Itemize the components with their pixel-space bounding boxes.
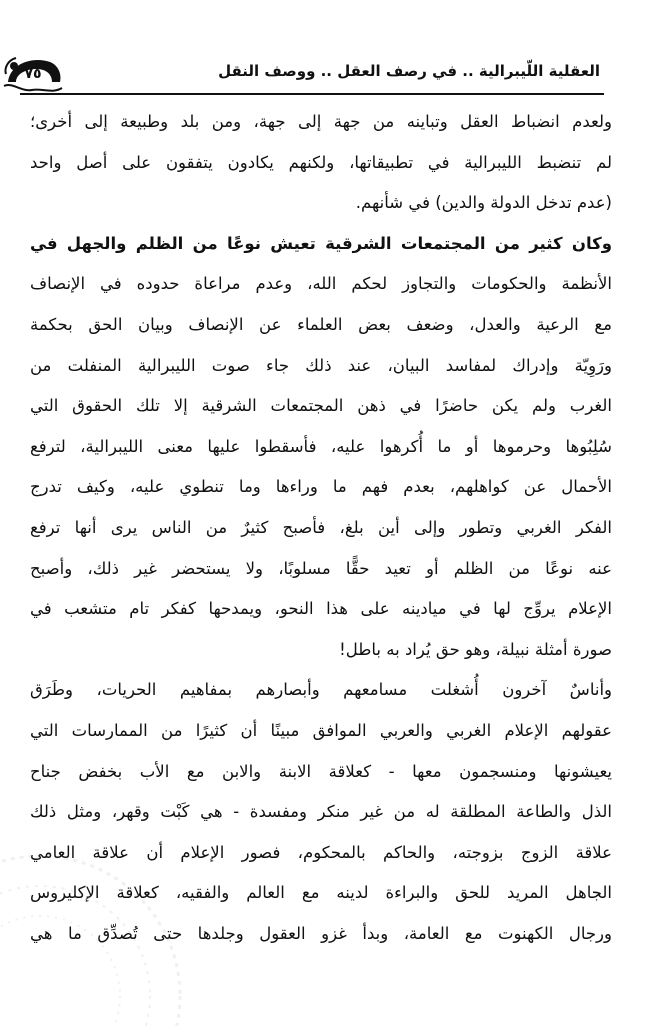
running-header: [0, 52, 660, 98]
text-line: عنه نوعًا من الظلم أو تعيد حقًّا مسلوبًا، ولا يستحضر غير ذلك، وأصبح: [30, 558, 612, 578]
text-line: الإعلام يروِّج لها في ميادينه على هذا النحو، ويمدحها كفكر تام متشعب في: [30, 599, 612, 619]
header-rule: [20, 93, 604, 95]
text-line: الجاهل المريد للحق والبراءة لدينه مع العالم والفقيه، كعلاقة الإكليروس: [30, 883, 612, 903]
page-number-badge: [2, 52, 64, 96]
page-body: [30, 102, 612, 954]
page-number: ٧٥: [24, 66, 42, 82]
text-line: وكان كثير من المجتمعات الشرقية تعيش نوعًا من الظلم والجهل في: [30, 233, 612, 253]
text-line: الغرب ولم يكن حاضرًا في ذهن المجتمعات الشرقية إلا تلك الحقوق التي: [30, 396, 612, 416]
text-line: يعيشونها ومنسجمون معها - كعلاقة الابنة والابن مع الأب بخفض جناح: [30, 761, 612, 781]
text-line: لم تنضبط الليبرالية في تطبيقاتها، ولكنهم يكادون يتفقون على أصل واحد: [30, 152, 612, 172]
text-line: سُلِبُوها وحرموها أو ما أُكرهوا عليه، فأسقطوا عليها معنى الليبرالية، لترفع: [30, 436, 612, 456]
text-line: ورجال الكهنوت مع العامة، وبدأ غزو العقول وجلدها حتى تُصدِّق ما هي: [30, 923, 612, 943]
text-line: مع الرعية والعدل، وضعف بعض العلماء عن الإنصاف وبيان الحق بحكمة: [30, 314, 612, 334]
text-line: عقولهم الإعلام الغربي والعربي الموافق مبينًا أن كثيرًا من الممارسات التي: [30, 720, 612, 740]
text-line: وأناسٌ آخرون أُشغلت مسامعهم وأبصارهم بمفاهيم الحريات، وطَرَق: [30, 680, 612, 700]
text-line: الفكر الغربي وتطور وإلى أين بلغ، فأصبح كثيرٌ من الناس يرى أنها ترفع: [30, 517, 612, 537]
text-line: ورَوِيّة وإدراك لمفاسد البيان، عند ذلك جاء صوت الليبرالية المنفلت من: [30, 355, 612, 375]
text-line: الأحمال عن كواهلهم، بعدم فهم ما وراءها وما تنطوي عليه، وكيف تدرج: [30, 477, 612, 497]
decorative-watermark-icon: [0, 836, 190, 1026]
text-line: صورة أمثلة نبيلة، وهو حق يُراد به باطل!: [339, 639, 612, 659]
text-line: ولعدم انضباط العقل وتباينه من جهة إلى جهة، ومن بلد وطبيعة إلى أخرى؛: [30, 112, 612, 131]
running-title: العقلية اللّيبرالية .. في رصف العقل .. ووصف النقل: [218, 62, 600, 80]
text-line: علاقة الزوج بزوجته، والحاكم بالمحكوم، فصور الإعلام أن علاقة العامي: [30, 842, 612, 862]
text-line: الذل والطاعة المطلقة له من غير منكر ومفسدة - هي كَبْت وقهر، ومثل ذلك: [30, 802, 612, 822]
text-line: (عدم تدخل الدولة والدين) في شأنهم.: [355, 193, 612, 213]
text-line: الأنظمة والحكومات والتجاوز لحكم الله، وعدم مراعاة حدوده في الإنصاف: [30, 274, 612, 294]
